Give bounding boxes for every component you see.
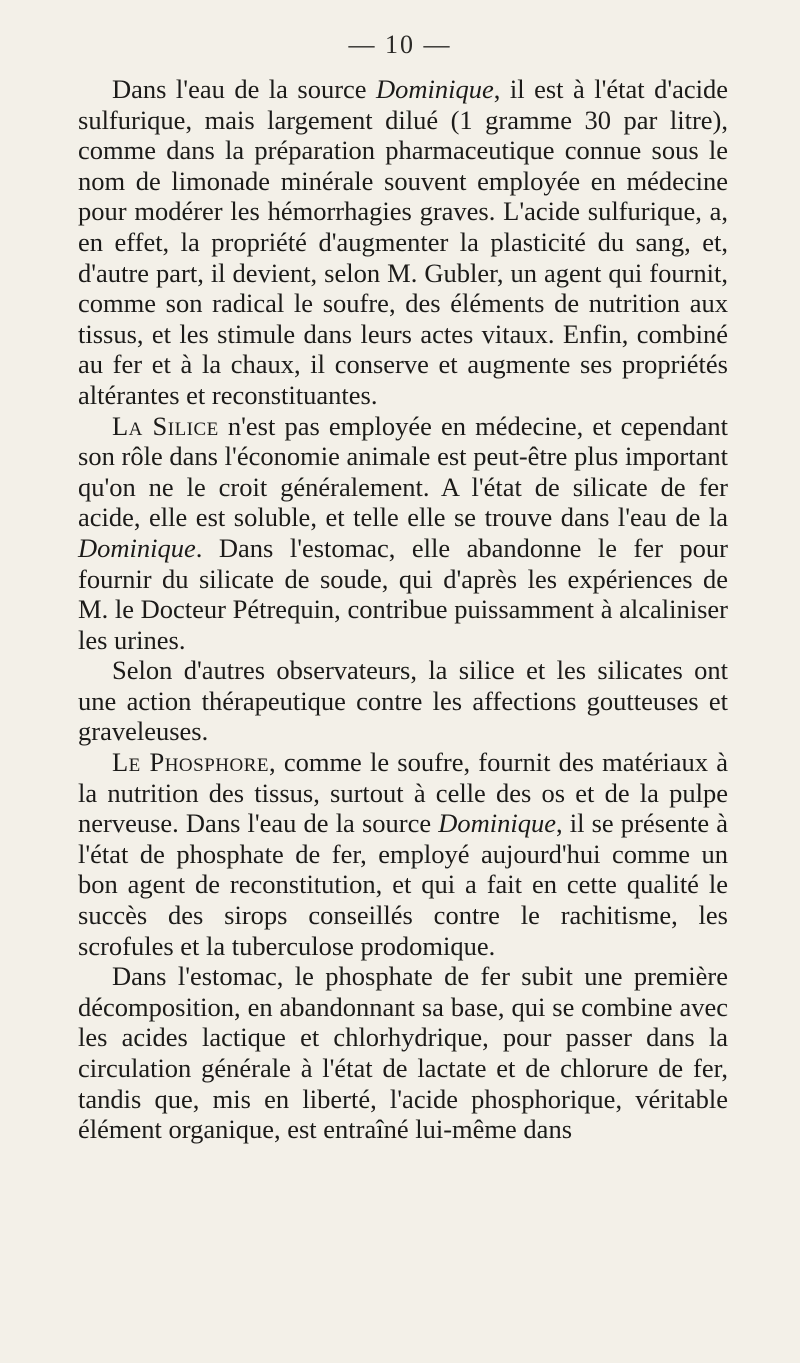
text-run: , il se présente à l'état de phosphate de fer, employé aujourd'hui comme un bon agent de reconstitution, et qui a fait en cette qualité le succès des sirops conseillés contre le rachitisme, les scrofules et la tuberculose prodomique.: [78, 808, 728, 961]
section-heading-silice: La Silice: [112, 410, 219, 441]
text-run: , comme le soufre, fournit des matériaux à la nutrition des tissus, surtout à celle des os et de la pulpe nerveuse. Dans l'eau de la source: [78, 747, 728, 839]
source-name: Dominique: [376, 74, 494, 104]
paragraph-sulfuric-acid: [78, 74, 728, 411]
paragraph-silica: [78, 411, 728, 656]
text-run: Selon d'autres observateurs, la silice et les silicates ont une action thérapeutique contre les affections goutteuses et graveleuses.: [78, 655, 728, 747]
section-heading-phosphore: Le Phosphore: [112, 747, 270, 778]
text-run: Dans l'eau de la source: [112, 74, 377, 104]
source-name: Dominique: [78, 532, 196, 563]
paragraph-silicates: [78, 655, 728, 747]
text-run: n'est pas employée en médecine, et cependant son rôle dans l'économie animale est peut-être plus important qu'on ne le croit généralement. A l'état de silicate de fer acide, elle est soluble, et telle elle se trouve dans l'eau de la: [78, 410, 729, 533]
text-run: Dans l'estomac, le phosphate de fer subit une première décomposition, en abandonnant sa base, qui se combine avec les acides lactique et chlorhydrique, pour passer dans la circulation générale à l'état de lactate et de chlorure de fer, tandis que, mis en liberté, l'acide phosphorique, véritable élément organique, est entraîné lui-même dans: [78, 961, 728, 1145]
text-run: . Dans l'estomac, elle abandonne le fer pour fournir du silicate de soude, qui d'après les expériences de M. le Docteur Pétrequin, contribue puissamment à alcaliniser les urines.: [78, 532, 728, 655]
page-number: — 10 —: [348, 30, 452, 59]
source-name: Dominique: [438, 808, 556, 839]
paragraph-phosphate-decomposition: [78, 961, 728, 1145]
body-text: [78, 74, 728, 1145]
text-run: , il est à l'état d'acide sulfurique, mais largement dilué (1 gramme 30 par litre), comme dans la préparation pharmaceutique connue sous le nom de limonade minérale souvent employée en médecine pour modérer les hémorrhagies graves. L'acide sulfurique, a, en effet, la propriété d'augmenter la plasticité du sang, et, d'autre part, il devient, selon M. Gubler, un agent qui fournit, comme son radical le soufre, des éléments de nutrition aux tissus, et les stimule dans leurs actes vitaux. Enfin, combiné au fer et à la chaux, il conserve et augmente ses propriétés altérantes et reconstituantes.: [78, 74, 729, 410]
paragraph-phosphorus: [78, 747, 728, 961]
